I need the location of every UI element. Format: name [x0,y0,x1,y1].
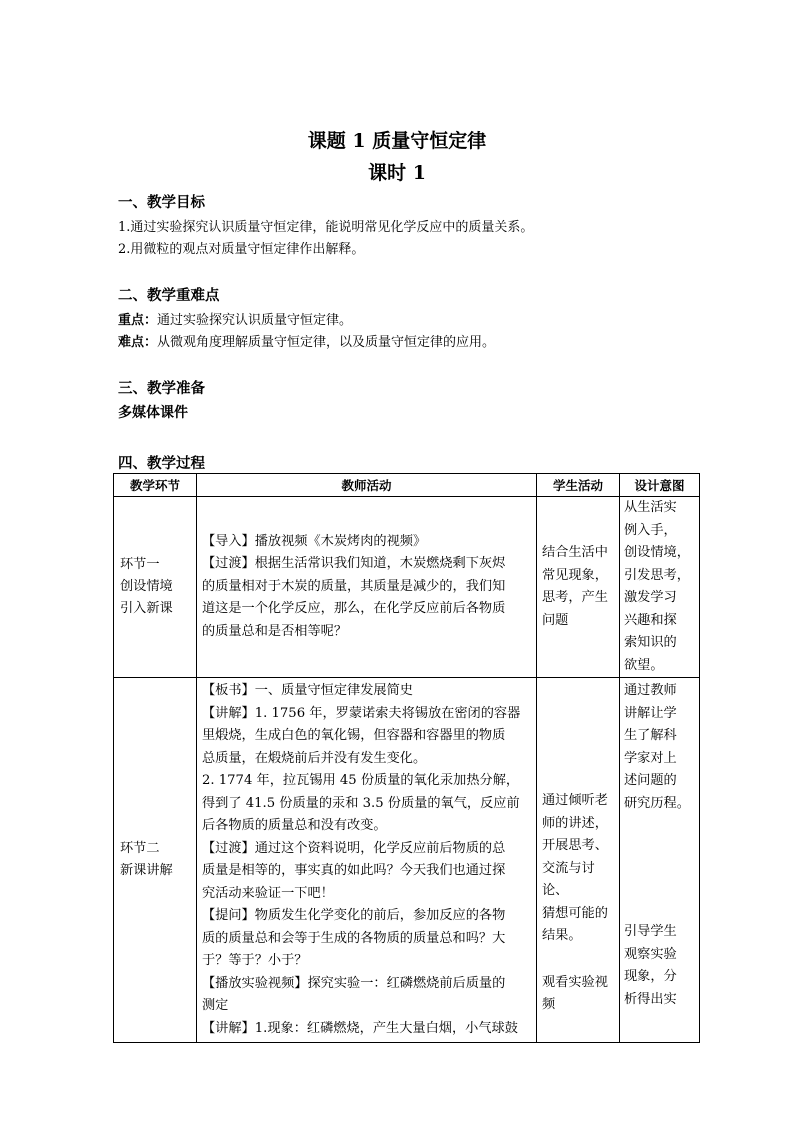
teacher-line: 【过渡】根据生活常识我们知道，木炭燃烧剩下灰烬 [202,556,506,572]
teacher-activity-cell [197,678,537,1043]
key-point-text: 通过实验探究认识质量守恒定律。 [157,313,353,328]
teacher-line: 【提问】物质发生化学变化的前后，参加反应的各物 [202,908,506,923]
design-intent-cell [620,497,700,678]
table-row [114,678,700,1043]
design-line: 通过教师 [624,683,677,698]
design-line: 述问题的 [624,773,677,788]
teacher-line: 于？等于？小于？ [202,953,308,968]
student-line: 师的讲述， [542,815,608,831]
design-line: 析得出实 [624,991,677,1007]
teacher-line: 【讲解】1. 1756 年，罗蒙诺索夫将锡放在密闭的容器 [202,705,521,721]
column-header: 设计意图 [620,474,700,497]
column-header: 教学环节 [114,474,197,497]
design-intent-cell [620,678,700,1043]
design-line: 创设情境， [624,545,690,560]
teacher-line: 测定 [202,998,229,1013]
design-line: 欲望。 [624,657,664,673]
objective-item: 2.用微粒的观点对质量守恒定律作出解释。 [118,242,365,257]
design-line: 激发学习 [624,590,677,605]
objective-item: 1.通过实验探究认识质量守恒定律，能说明常见化学反应中的质量关系。 [118,220,534,235]
student-line: 猜想可能的 [542,905,608,921]
teacher-line: 【过渡】通过这个资料说明，化学反应前后物质的总 [202,840,506,856]
student-line: 观看实验视 [542,974,608,990]
teacher-line: 里煅烧，生成白色的氧化锡，但容器和容器里的物质 [202,728,506,743]
student-activity-cell [537,678,620,1043]
teacher-activity-cell [197,497,537,678]
stage-line: 新课讲解 [120,863,173,878]
section-heading-process: 四、教学过程 [118,455,205,472]
student-line: 通过倾听老 [542,793,608,808]
column-header: 教师活动 [197,474,537,497]
stage-line: 创设情境 [120,579,173,594]
preparation-text: 多媒体课件 [118,405,188,421]
section-heading-preparation: 三、教学准备 [118,380,205,397]
document-subtitle: 课时 1 [368,162,426,184]
stage-line: 引入新课 [120,601,173,616]
teacher-line: 的质量相对于木炭的质量，其质量是减少的，我们知 [202,578,506,594]
design-line: 兴趣和探 [624,612,677,628]
teacher-line: 2. 1774 年，拉瓦锡用 45 份质量的氧化汞加热分解， [202,773,520,788]
student-activity-cell [537,497,620,678]
stage-line: 环节二 [120,841,160,856]
student-line: 问题 [542,612,569,628]
table-header-row [114,474,700,497]
teacher-line: 得到了 41.5 份质量的汞和 3.5 份质量的氧气，反应前 [202,795,520,811]
teacher-line: 的质量总和是否相等呢？ [202,623,348,639]
difficulty-line [118,331,495,350]
stage-cell [114,497,197,678]
design-line: 引导学生 [624,924,677,939]
student-line: 结合生活中 [542,545,608,560]
section-heading-objectives: 一、教学目标 [118,194,205,211]
teacher-line: 究活动来验证一下吧！ [202,885,334,901]
teacher-line: 【讲解】1.现象：红磷燃烧，产生大量白烟，小气球鼓 [202,1020,518,1036]
student-line: 频 [542,997,556,1012]
teacher-line: 道这是一个化学反应，那么，在化学反应前后各物质 [202,601,506,617]
section-heading-key-points: 二、教学重难点 [118,287,220,304]
design-line: 索知识的 [624,635,677,650]
table-row [114,497,700,678]
student-line: 开展思考、 [542,838,608,853]
design-line: 研究历程。 [624,795,690,811]
document-title: 课题 1 质量守恒定律 [307,130,487,152]
teacher-line: 后各物质的质量总和没有改变。 [202,818,387,833]
design-line: 生了解科 [624,728,677,743]
teacher-line: 【板书】一、质量守恒定律发展简史 [202,683,413,698]
design-line: 讲解让学 [624,705,677,721]
stage-cell [114,678,197,1043]
difficulty-text: 从微观角度理解质量守恒定律，以及质量守恒定律的应用。 [157,335,496,350]
key-point-label: 重点： [118,313,158,328]
difficulty-label: 难点： [118,335,158,350]
teacher-line: 质量是相等的，事实真的如此吗？今天我们也通过探 [202,863,506,878]
student-line: 常见现象， [542,567,608,583]
design-line: 引发思考， [624,567,690,583]
student-line: 思考，产生 [542,590,608,605]
student-line: 交流与讨论、 [542,860,595,898]
student-line: 结果。 [542,928,582,943]
column-header: 学生活动 [537,474,620,497]
design-line: 学家对上 [624,750,677,766]
teacher-line: 【导入】播放视频《木炭烤肉的视频》 [202,533,427,549]
design-line: 观察实验 [624,946,677,962]
teacher-line: 质的质量总和会等于生成的各物质的质量总和吗？大 [202,930,506,946]
design-line: 现象，分 [624,969,677,984]
stage-line: 环节一 [120,557,160,572]
design-line: 从生活实 [624,500,677,515]
teaching-process-table [113,473,700,1043]
teacher-line: 总质量，在煅烧前后并没有发生变化。 [202,750,427,766]
teacher-line: 【播放实验视频】探究实验一：红磷燃烧前后质量的 [202,975,506,991]
key-point-line [118,309,352,328]
design-line: 例入手， [624,522,677,538]
